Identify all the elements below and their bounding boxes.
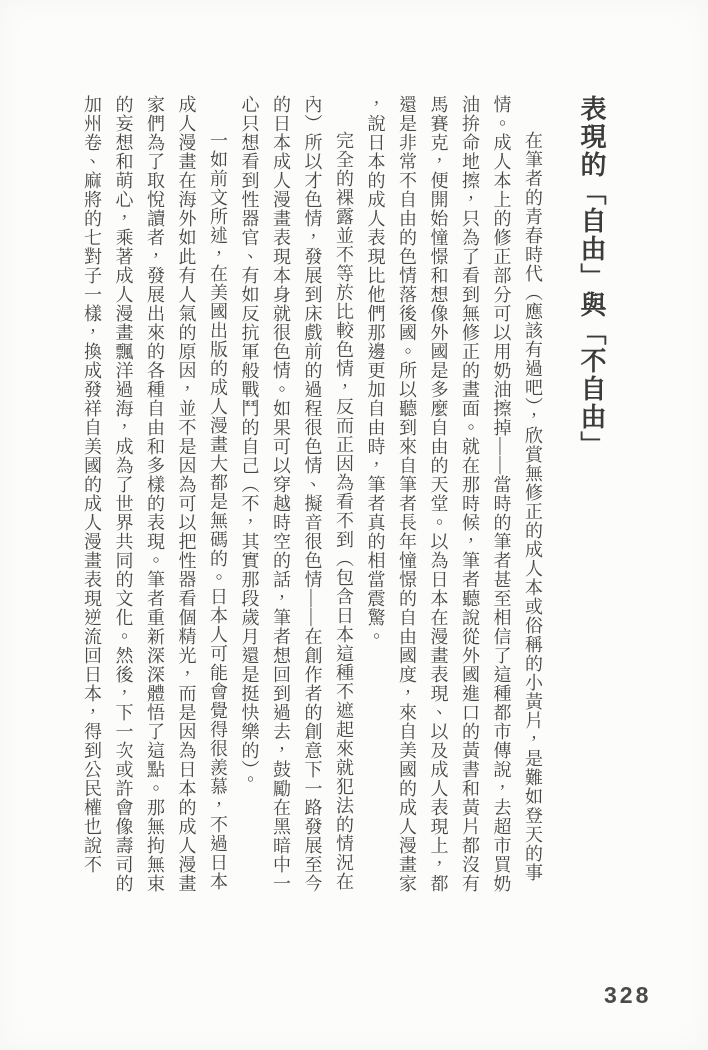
paragraph-1: 在筆者的青春時代（應該有過吧），欣賞無修正的成人本或俗稱的小黃片，是難如登天的事情。成人本上的修正部分可以用奶油擦掉——當時的筆者甚至相信了這種都市傳說，去超市買奶油拚命地擦，只為了看到無修正的畫面。就在那時候，筆者聽說從外國進口的黃書和黃片都沒有馬賽克，便開始憧憬和想像外國是多麼自由的天堂。以為日本在漫畫表現、以及成人表現上，都還是非常不自由的色情落後國。所以聽到來自筆者長年憧憬的自由國度，來自美國的成人漫畫家，說日本的成人表現比他們那邊更加自由時，筆者真的相當震驚。 (365, 95, 543, 893)
paragraph-2: 完全的裸露並不等於比較色情，反而正因為看不到（包含日本這種不遮起來就犯法的情況在內）所以才色情，發展到床戲前的過程很色情、擬音很色情——在創作者的創意下一路發展至今的日本成人漫畫表現本身就很色情。如果可以穿越時空的話，筆者想回到過去，鼓勵在黑暗中一心只想看到性器官、有如反抗軍般戰鬥的自己（不，其實那段歲月還是挺快樂的）。 (239, 95, 354, 893)
paragraph-3: 一如前文所述，在美國出版的成人漫畫大都是無碼的。日本人可能會覺得很羨慕，不過日本成人漫畫在海外如此有人氣的原因，並不是因為可以把性器看個精光，而是因為日本的成人漫畫家們為了取悅讀者，發展出來的各種自由和多樣的表現。筆者重新深深體悟了這點。那無拘無束的妄想和萌心，乘著成人漫畫飄洋過海，成為了世界共同的文化。然後，下一次或許會像壽司的加州卷、麻將的七對子一樣，換成發祥自美國的成人漫畫表現逆流回日本，得到公民權也說不 (82, 95, 228, 893)
chapter-title: 表現的「自由」與「不自由」 (577, 95, 607, 459)
page-number: 328 (604, 982, 652, 1008)
article-body (76, 95, 549, 895)
